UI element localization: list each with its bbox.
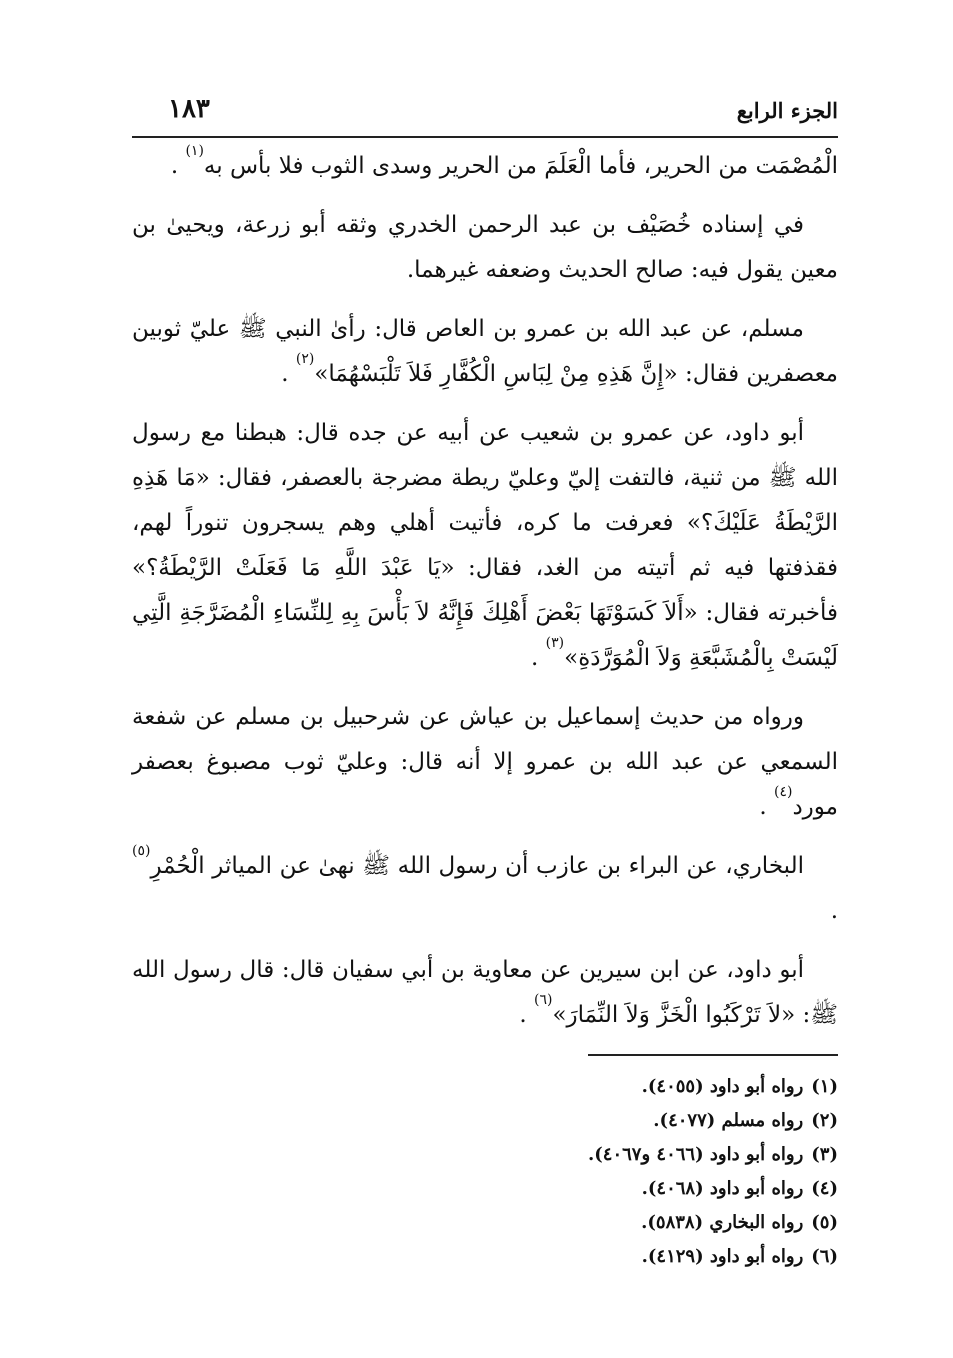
footnote-ref: (٦) (534, 992, 553, 1008)
footnote-ref: (٥) (132, 843, 151, 859)
footnote-divider (588, 1054, 838, 1056)
page-body (132, 144, 838, 1038)
page-header (132, 92, 838, 138)
footnote-item: (٢)رواه مسلم (٤٠٧٧). (653, 1110, 838, 1131)
paragraph-hadith-abu-dawud-2: أبو داود، عن ابن سيرين عن معاوية بن أبي سفيان قال: قال رسول الله ﷺ: «لاَ تَرْكَبُوا الْخَزَّ وَلاَ النِّمَارَ»$^{(٦)}$ . (132, 957, 838, 1028)
footnote-ref: (٣) (545, 635, 565, 651)
footnote-ref: (١) (185, 143, 204, 159)
footnotes-list (132, 1070, 838, 1274)
book-page (132, 92, 838, 1322)
paragraph-hadith-bukhari: البخاري، عن البراء بن عازب أن رسول الله ﷺ نهىٰ عن المياثر الْحُمْرِ$^{(٥)}$ . (132, 843, 838, 924)
paragraph-continuation: الْمُصْمَت من الحرير، فأما الْعَلَمَ من الحرير وسدى الثوب فلا بأس به$^{(١)}$ . (170, 143, 838, 179)
paragraph-hadith-riwaya: ورواه من حديث إسماعيل بن عياش عن شرحبيل بن مسلم عن شفعة السمعي عن عبد الله بن عمرو إلا أنه قال: وعليّ ثوب مصبوغ بعصفر مورد$^{(٤)}$ . (132, 704, 838, 820)
footnote-item: (٣)رواه أبو داود (٤٠٦٦ و٤٠٦٧). (587, 1144, 838, 1165)
footnote-item: (١)رواه أبو داود (٤٠٥٥). (641, 1076, 838, 1097)
paragraph-isnad-note: في إسناده خُصَيْف بن عبد الرحمن الخدري وثقه أبو زرعة، ويحيىٰ بن معين يقول فيه: صالح الحديث وضعفه غيرهما. (132, 212, 838, 283)
footnote-item: (٦)رواه أبو داود (٤١٢٩). (641, 1246, 838, 1267)
footnote-ref: (٢) (295, 351, 315, 367)
running-title: الجزء الرابع (736, 98, 838, 123)
footnote-item: (٤)رواه أبو داود (٤٠٦٨). (641, 1178, 838, 1199)
page-number: ١٨٣ (168, 94, 210, 124)
footnote-item: (٥)رواه البخاري (٥٨٣٨). (641, 1212, 838, 1233)
paragraph-hadith-abu-dawud: أبو داود، عن عمرو بن شعيب عن أبيه عن جده قال: هبطنا مع رسول الله ﷺ من ثنية، فالتفت إليّ وعليّ ريطة مضرجة بالعصفر، فقال: «مَا هَذِهِ الرَّيْطَةُ عَلَيْكَ؟» فعرفت ما كره، فأتيت أهلي وهم يسجرون تنوراً لهم، فقذفتها فيه ثم أتيته من الغد، فقال: «يَا عَبْدَ اللَّهِ مَا فَعَلَتْ الرَّيْطَةُ؟» فأخبرته فقال: «أَلاَ كَسَوْتَهَا بَعْضَ أَهْلِكَ فَإِنَّهُ لاَ بَأْسَ بِهِ لِلنِّسَاءِ الْمُضَرَّجَةِ الَّتِي لَيْسَتْ بِالْمُشَبَّعَةِ وَلاَ الْمُوَرَّدَةِ»$^{(٣)}$ . (132, 420, 838, 671)
paragraph-hadith-muslim: مسلم، عن عبد الله بن عمرو بن العاص قال: رأىٰ النبي ﷺ عليّ ثوبين معصفرين فقال: «إِنَّ هَذِهِ مِنْ لِبَاسِ الْكُفَّارِ فَلاَ تَلْبَسْهُمَا»$^{(٢)}$ . (132, 316, 838, 387)
footnote-ref: (٤) (773, 784, 793, 800)
